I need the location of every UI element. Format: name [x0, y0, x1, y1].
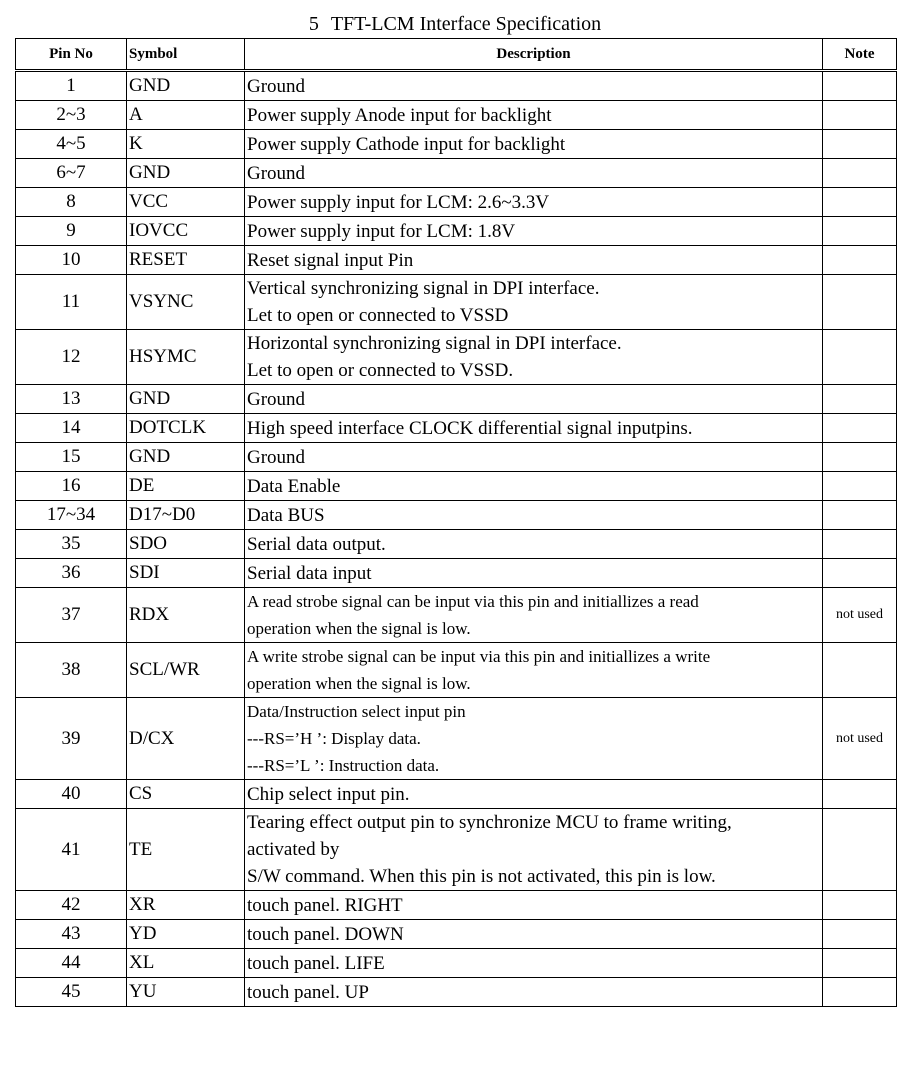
description-line: Power supply Cathode input for backlight [247, 133, 566, 155]
table-row [16, 188, 897, 217]
description-cell [245, 130, 823, 159]
pin-number-cell: 2~3 [16, 101, 127, 130]
section-title: TFT-LCM Interface Specification [330, 13, 602, 35]
table-row [16, 891, 897, 920]
description-cell [245, 159, 823, 188]
description-line: operation when the signal is low. [247, 674, 471, 693]
table-row [16, 385, 897, 414]
pin-number-cell: 40 [16, 780, 127, 809]
note-cell [823, 159, 897, 188]
pin-number-cell: 11 [16, 275, 127, 330]
description-cell [245, 643, 823, 698]
symbol-cell: YD [127, 920, 245, 949]
description-cell [245, 698, 823, 780]
note-cell [823, 501, 897, 530]
note-cell [823, 275, 897, 330]
pin-number-cell: 15 [16, 443, 127, 472]
pin-number-cell: 41 [16, 809, 127, 891]
description-cell [245, 101, 823, 130]
table-header-row [16, 39, 897, 71]
description-cell [245, 246, 823, 275]
symbol-cell: GND [127, 443, 245, 472]
table-row [16, 159, 897, 188]
pin-number-cell: 44 [16, 949, 127, 978]
symbol-cell: TE [127, 809, 245, 891]
description-line: Serial data output. [247, 533, 386, 555]
note-cell [823, 330, 897, 385]
description-line: Power supply input for LCM: 2.6~3.3V [247, 191, 550, 213]
table-row [16, 501, 897, 530]
note-cell [823, 978, 897, 1007]
description-line: activated by [247, 839, 340, 860]
description-line: Data/Instruction select input pin [247, 702, 466, 721]
pin-number-cell: 39 [16, 698, 127, 780]
description-cell [245, 559, 823, 588]
description-line: A write strobe signal can be input via this pin and initiallizes a write [247, 647, 711, 666]
note-cell [823, 443, 897, 472]
table-row [16, 780, 897, 809]
description-line: High speed interface CLOCK differential signal inputpins. [247, 417, 693, 439]
symbol-cell: RESET [127, 246, 245, 275]
table-row [16, 949, 897, 978]
description-line: ---RS=’L ’: Instruction data. [247, 756, 440, 775]
symbol-cell: A [127, 101, 245, 130]
description-cell [245, 472, 823, 501]
description-cell [245, 443, 823, 472]
note-cell [823, 891, 897, 920]
note-cell [823, 809, 897, 891]
symbol-cell: DE [127, 472, 245, 501]
description-line: Power supply Anode input for backlight [247, 104, 552, 126]
description-line: Tearing effect output pin to synchronize MCU to frame writing, [247, 812, 732, 833]
pin-number-cell: 38 [16, 643, 127, 698]
table-row [16, 698, 897, 780]
symbol-cell: GND [127, 71, 245, 101]
table-row [16, 217, 897, 246]
table-row [16, 920, 897, 949]
description-line: Data Enable [247, 475, 341, 497]
description-cell [245, 71, 823, 101]
table-body [16, 71, 897, 1007]
description-line: Serial data input [247, 562, 372, 584]
pin-number-cell: 17~34 [16, 501, 127, 530]
table-row [16, 643, 897, 698]
table-row [16, 559, 897, 588]
note-cell [823, 780, 897, 809]
pin-number-cell: 42 [16, 891, 127, 920]
symbol-cell: XR [127, 891, 245, 920]
note-cell: not used [823, 698, 897, 780]
note-cell [823, 188, 897, 217]
symbol-cell: XL [127, 949, 245, 978]
pin-number-cell: 13 [16, 385, 127, 414]
header-note: Note [823, 39, 897, 71]
description-line: Chip select input pin. [247, 783, 410, 805]
table-row [16, 530, 897, 559]
pin-number-cell: 14 [16, 414, 127, 443]
page-title [0, 12, 910, 36]
note-cell [823, 530, 897, 559]
description-line: Power supply input for LCM: 1.8V [247, 220, 516, 242]
pin-number-cell: 37 [16, 588, 127, 643]
description-cell [245, 188, 823, 217]
description-cell [245, 891, 823, 920]
note-cell [823, 920, 897, 949]
pin-number-cell: 6~7 [16, 159, 127, 188]
table-row [16, 246, 897, 275]
pin-spec-table [15, 38, 897, 1007]
table-row [16, 978, 897, 1007]
symbol-cell: HSYMC [127, 330, 245, 385]
pin-number-cell: 36 [16, 559, 127, 588]
description-line: touch panel. DOWN [247, 923, 404, 945]
pin-number-cell: 4~5 [16, 130, 127, 159]
note-cell [823, 949, 897, 978]
pin-number-cell: 35 [16, 530, 127, 559]
table-row [16, 443, 897, 472]
description-line: Reset signal input Pin [247, 249, 414, 271]
header-description: Description [245, 39, 823, 71]
note-cell [823, 130, 897, 159]
table-row [16, 71, 897, 101]
description-line: touch panel. LIFE [247, 952, 385, 974]
symbol-cell: DOTCLK [127, 414, 245, 443]
description-cell [245, 780, 823, 809]
pin-number-cell: 43 [16, 920, 127, 949]
symbol-cell: VCC [127, 188, 245, 217]
description-line: Ground [247, 162, 306, 184]
table-row [16, 330, 897, 385]
description-line: ---RS=’H ’: Display data. [247, 729, 421, 748]
description-line: touch panel. RIGHT [247, 894, 403, 916]
header-symbol: Symbol [127, 39, 245, 71]
description-line: Ground [247, 446, 306, 468]
header-pin-no: Pin No [16, 39, 127, 71]
table-row [16, 414, 897, 443]
symbol-cell: GND [127, 159, 245, 188]
description-line: Data BUS [247, 504, 325, 526]
description-cell [245, 275, 823, 330]
description-line: Ground [247, 388, 306, 410]
symbol-cell: IOVCC [127, 217, 245, 246]
description-cell [245, 978, 823, 1007]
symbol-cell: SCL/WR [127, 643, 245, 698]
description-cell [245, 217, 823, 246]
note-cell [823, 101, 897, 130]
description-cell [245, 330, 823, 385]
symbol-cell: RDX [127, 588, 245, 643]
symbol-cell: GND [127, 385, 245, 414]
symbol-cell: CS [127, 780, 245, 809]
description-cell [245, 809, 823, 891]
description-cell [245, 385, 823, 414]
note-cell [823, 559, 897, 588]
table-row [16, 472, 897, 501]
note-cell [823, 217, 897, 246]
pin-number-cell: 12 [16, 330, 127, 385]
table-row [16, 101, 897, 130]
description-cell [245, 588, 823, 643]
note-cell [823, 414, 897, 443]
description-line: Horizontal synchronizing signal in DPI interface. [247, 333, 622, 354]
symbol-cell: D/CX [127, 698, 245, 780]
table-row [16, 275, 897, 330]
note-cell [823, 246, 897, 275]
table-row [16, 130, 897, 159]
symbol-cell: SDI [127, 559, 245, 588]
symbol-cell: YU [127, 978, 245, 1007]
pin-number-cell: 9 [16, 217, 127, 246]
note-cell [823, 71, 897, 101]
description-line: Let to open or connected to VSSD [247, 305, 509, 326]
note-cell [823, 385, 897, 414]
symbol-cell: VSYNC [127, 275, 245, 330]
description-cell [245, 949, 823, 978]
description-line: S/W command. When this pin is not activated, this pin is low. [247, 866, 716, 887]
symbol-cell: SDO [127, 530, 245, 559]
pin-number-cell: 8 [16, 188, 127, 217]
note-cell [823, 472, 897, 501]
pin-number-cell: 1 [16, 71, 127, 101]
note-cell: not used [823, 588, 897, 643]
description-line: operation when the signal is low. [247, 619, 471, 638]
description-cell [245, 920, 823, 949]
description-line: Let to open or connected to VSSD. [247, 360, 514, 381]
symbol-cell: K [127, 130, 245, 159]
description-line: Ground [247, 75, 306, 97]
pin-number-cell: 10 [16, 246, 127, 275]
description-cell [245, 530, 823, 559]
description-line: touch panel. UP [247, 981, 369, 1003]
table-row [16, 588, 897, 643]
symbol-cell: D17~D0 [127, 501, 245, 530]
section-number: 5 [308, 13, 319, 35]
table-row [16, 809, 897, 891]
description-cell [245, 501, 823, 530]
description-line: A read strobe signal can be input via this pin and initiallizes a read [247, 592, 699, 611]
pin-number-cell: 16 [16, 472, 127, 501]
pin-number-cell: 45 [16, 978, 127, 1007]
description-cell [245, 414, 823, 443]
description-line: Vertical synchronizing signal in DPI interface. [247, 278, 600, 299]
note-cell [823, 643, 897, 698]
